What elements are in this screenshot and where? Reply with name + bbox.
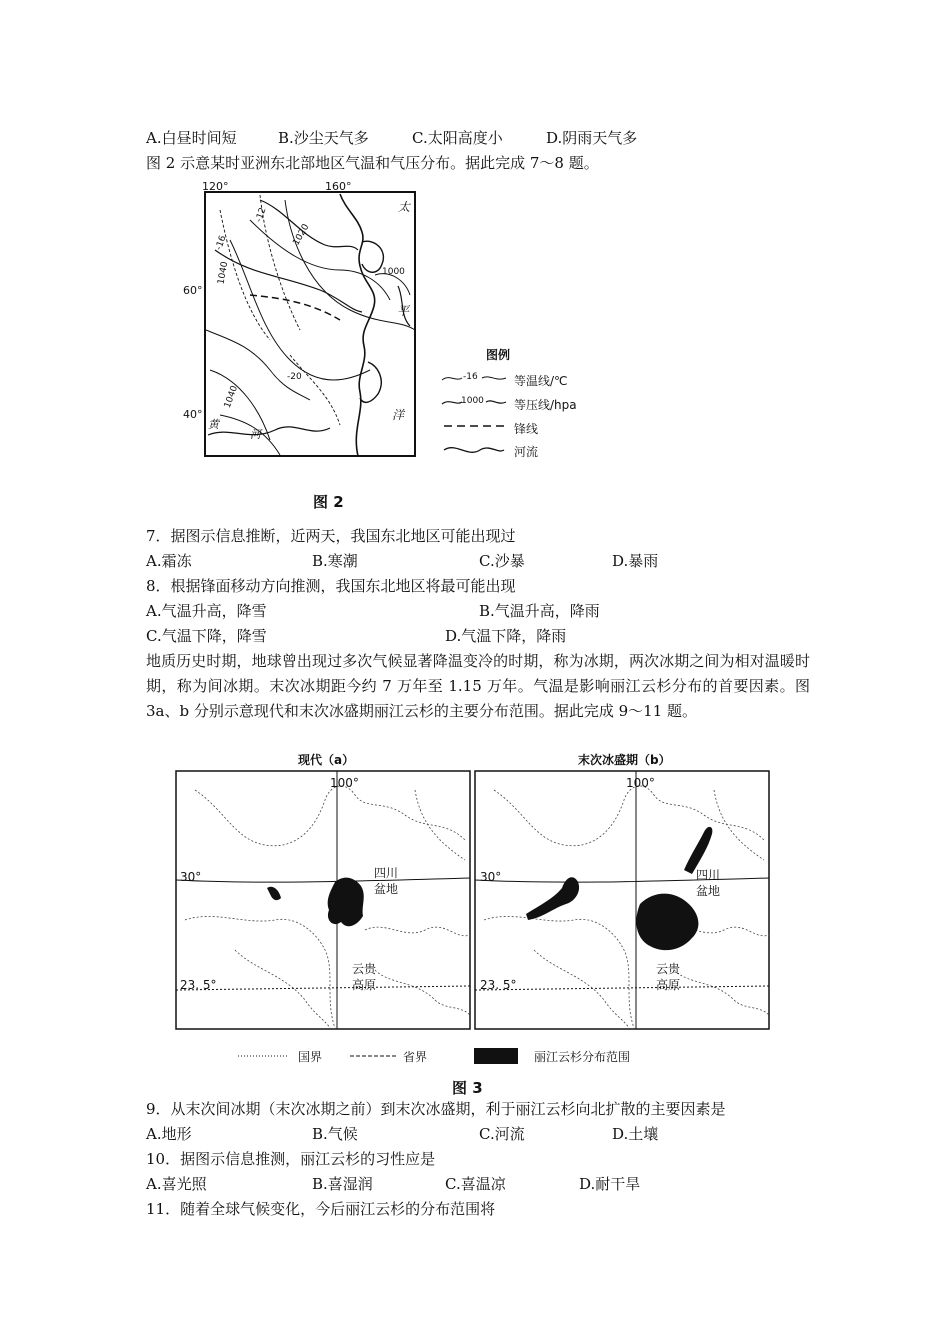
fig3-b-lon: 100°	[626, 776, 655, 790]
fig2-lat-40: 40°	[183, 408, 203, 421]
fig2-lat-60: 60°	[183, 284, 203, 297]
q7-option-a: A.霜冻	[146, 552, 192, 570]
fig2-legend-isotherm-sample: -16	[463, 372, 478, 382]
q6-option-c: C.太阳高度小	[412, 129, 503, 147]
fig2-legend-isotherm: 等温线/℃	[514, 374, 568, 388]
fig3-map-b	[474, 770, 770, 1030]
fig3-b-lat235: 23. 5°	[480, 978, 517, 992]
q10-option-d: D.耐干旱	[579, 1175, 641, 1193]
fig2-label-tai: 太	[398, 200, 411, 214]
fig3-legend-provincial: 省界	[403, 1050, 428, 1064]
fig3-a-sichuan-2: 盆地	[374, 882, 399, 896]
fig3-a-yungui-2: 高原	[352, 978, 377, 992]
fig3-a-yungui-1: 云贵	[352, 962, 377, 976]
fig2-legend-isobar-sample: 1000	[461, 396, 484, 406]
fig3-a-lat30: 30°	[180, 870, 202, 884]
q10-option-c: C.喜温凉	[445, 1175, 506, 1193]
fig3-legend-range: 丽江云杉分布范围	[534, 1050, 631, 1064]
fig2-label-huang: 黄	[208, 418, 219, 431]
q10-option-a: A.喜光照	[146, 1175, 207, 1193]
q8-option-a: A.气温升高，降雪	[146, 602, 267, 620]
q9-option-c: C.河流	[479, 1125, 525, 1143]
fig2-isotherm-12: -12	[254, 206, 269, 224]
fig3-a-lon: 100°	[330, 776, 359, 790]
fig3-map-a	[175, 770, 471, 1030]
q9-option-d: D.土壤	[612, 1125, 659, 1143]
fig2-isobar-1040: 1040	[216, 260, 231, 286]
fig3-caption: 图 3	[452, 1079, 483, 1097]
fig2-intro: 图 2 示意某时亚洲东北部地区气温和气压分布。据此完成 7～8 题。	[146, 154, 599, 172]
fig3-b-sichuan-2: 盆地	[696, 884, 721, 898]
fig2-lon-120: 120°	[202, 180, 229, 193]
fig2-isobar-1020: 1020	[291, 222, 312, 248]
fig2-legend-isobar: 等压线/hpa	[514, 398, 577, 412]
fig2-label-yang: 洋	[392, 408, 405, 422]
q9-option-a: A.地形	[146, 1125, 192, 1143]
q8-option-c: C.气温下降，降雪	[146, 627, 267, 645]
fig3-b-yungui-2: 高原	[656, 978, 681, 992]
fig2-isotherm-20: -20	[287, 372, 302, 382]
fig2-caption: 图 2	[313, 493, 344, 511]
q6-option-a: A.白昼时间短	[146, 129, 237, 147]
fig3-map-a-title: 现代（a）	[298, 753, 355, 767]
q8-option-d: D.气温下降，降雨	[445, 627, 567, 645]
fig3-legend-national: 国界	[298, 1050, 323, 1064]
q7-option-d: D.暴雨	[612, 552, 659, 570]
q7-stem: 7．据图示信息推断，近两天，我国东北地区可能出现过	[146, 527, 516, 545]
fig2-isobar-1040b: 1040	[222, 384, 241, 410]
q6-option-b: B.沙尘天气多	[278, 129, 369, 147]
fig2-legend-river: 河流	[514, 445, 539, 459]
fig3-a-sichuan-1: 四川	[374, 866, 399, 880]
fig2-lon-160: 160°	[325, 180, 352, 193]
fig3-a-lat235: 23. 5°	[180, 978, 217, 992]
q7-option-c: C.沙暴	[479, 552, 525, 570]
q10-option-b: B.喜湿润	[312, 1175, 373, 1193]
q10-stem: 10．据图示信息推测，丽江云杉的习性应是	[146, 1150, 436, 1168]
q9-option-b: B.气候	[312, 1125, 358, 1143]
fig2-label-he: 河	[250, 428, 261, 441]
fig2-legend-front: 锋线	[514, 422, 539, 436]
fig2-label-ping: 平	[397, 304, 410, 318]
fig3-legend-symbols	[238, 1046, 528, 1068]
q11-stem: 11．随着全球气候变化，今后丽江云杉的分布范围将	[146, 1200, 496, 1218]
fig2-isotherm-16: -16	[214, 234, 229, 252]
fig2-legend-symbols	[440, 370, 510, 460]
q9-stem: 9．从末次间冰期（末次冰期之前）到末次冰盛期，利于丽江云杉向北扩散的主要因素是	[146, 1100, 726, 1118]
fig3-b-lat30: 30°	[480, 870, 502, 884]
fig2-legend-title: 图例	[486, 348, 511, 362]
q8-stem: 8．根据锋面移动方向推测，我国东北地区将最可能出现	[146, 577, 516, 595]
fig3-map-b-title: 末次冰盛期（b）	[578, 753, 671, 767]
q8-option-b: B.气温升高，降雨	[479, 602, 600, 620]
fig3-b-yungui-1: 云贵	[656, 962, 681, 976]
q6-option-d: D.阴雨天气多	[546, 129, 638, 147]
fig3-b-sichuan-1: 四川	[696, 868, 721, 882]
fig3-intro: 地质历史时期，地球曾出现过多次气候显著降温变冷的时期，称为冰期，两次冰期之间为相对温暖时期，称为间冰期。末次冰期距今约 7 万年至 1.15 万年。气温是影响丽江云杉分布的首要因素。图 3a、b 分别示意现代和末次冰盛期丽江云杉的主要分布范围。据此完成 9～11 题。	[146, 652, 810, 720]
q7-option-b: B.寒潮	[312, 552, 358, 570]
fig2-isobar-1000: 1000	[382, 267, 405, 277]
